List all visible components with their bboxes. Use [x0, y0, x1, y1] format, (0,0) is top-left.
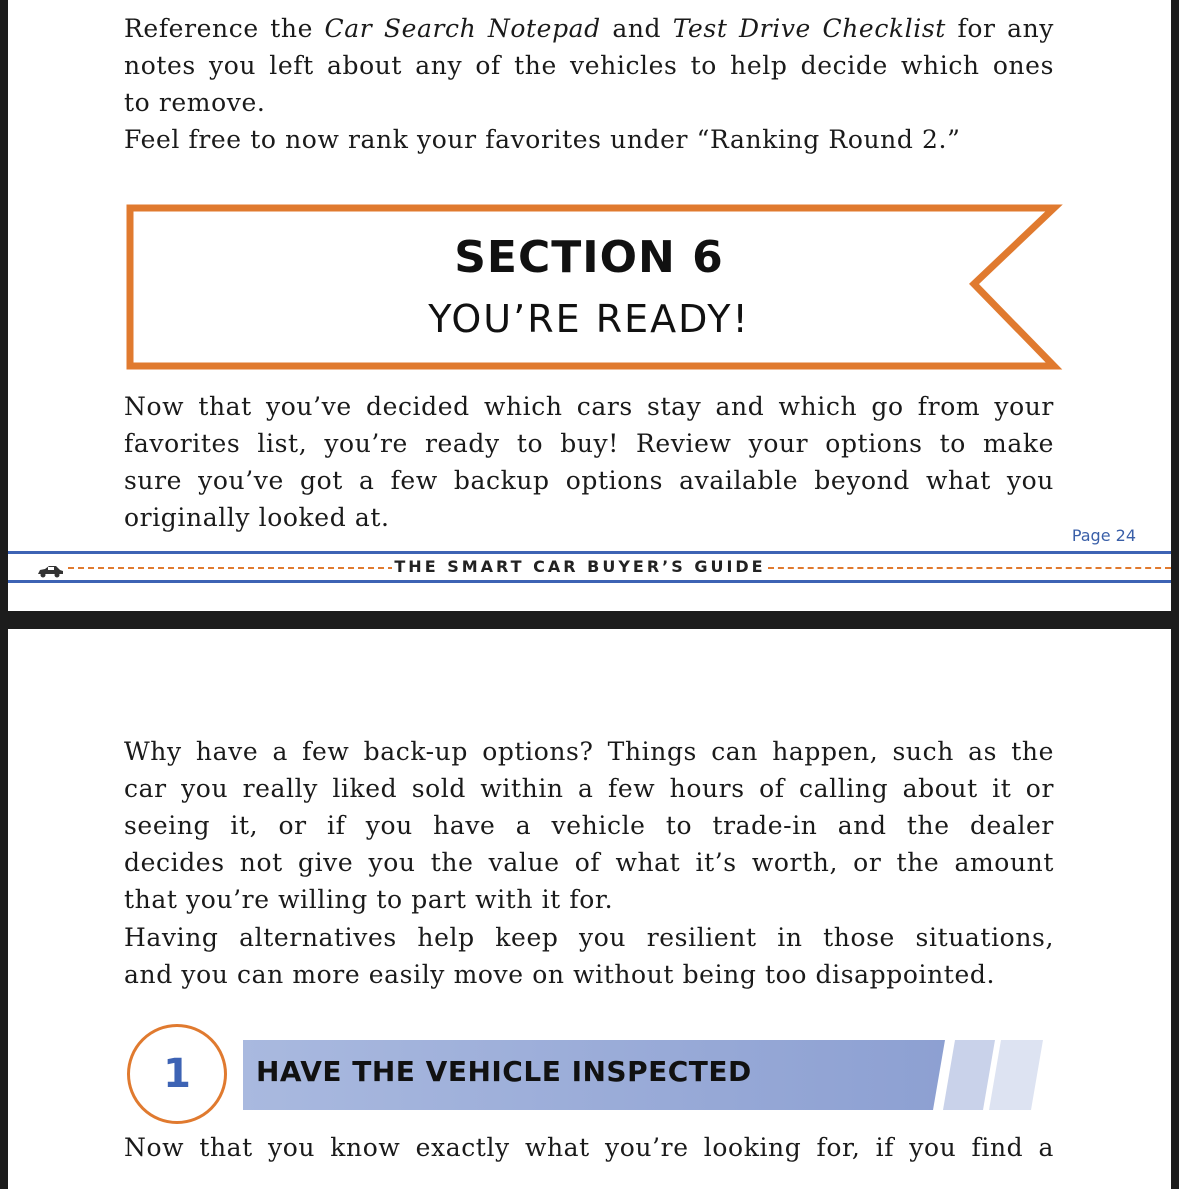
step-number: 1: [163, 1051, 191, 1097]
intro-line-3: to remove.: [124, 88, 266, 117]
ready-paragraph: [124, 388, 1054, 536]
car-search-notepad-ref: Car Search Notepad: [324, 14, 601, 43]
footer-rule-top: [8, 551, 1171, 554]
alternatives-line-1: Having alternatives help keep you resilient in those situations,: [124, 923, 1054, 952]
intro-text-a: Reference the: [124, 14, 325, 43]
section-title: SECTION 6: [454, 232, 724, 283]
footer-dash-right: [768, 567, 1171, 569]
ready-line-2: favorites list, you’re ready to buy! Review your options to make: [124, 429, 1054, 458]
intro-line-2: notes you left about any of the vehicles to help decide which ones: [124, 51, 1054, 80]
footer-dash-left: [68, 567, 394, 569]
banner-frame: [124, 200, 1064, 376]
backup-paragraph: [124, 733, 1054, 918]
intro-text-b: and: [600, 14, 673, 43]
intro-paragraph: [124, 10, 1054, 158]
ready-line-1: Now that you’ve decided which cars stay and which go from your: [124, 392, 1054, 421]
alternatives-line-2: and you can more easily move on without being too disappointed.: [124, 960, 996, 989]
section-subtitle: YOU’RE READY!: [428, 297, 750, 341]
ready-line-3: sure you’ve got a few backup options available beyond what you: [124, 466, 1054, 495]
alternatives-paragraph: [124, 919, 1054, 993]
backup-line-4: decides not give you the value of what it’s worth, or the amount: [124, 848, 1054, 877]
backup-line-3: seeing it, or if you have a vehicle to trade-in and the dealer: [124, 811, 1054, 840]
footer-rule-bottom: [8, 580, 1171, 583]
backup-line-5: that you’re willing to part with it for.: [124, 885, 614, 914]
intro-text-c: for any: [945, 14, 1055, 43]
step-number-circle: [127, 1024, 227, 1124]
step-title: HAVE THE VEHICLE INSPECTED: [256, 1055, 752, 1088]
page-number: Page 24: [1071, 526, 1136, 545]
guide-title: THE SMART CAR BUYER’S GUIDE: [392, 557, 768, 576]
section-banner: [124, 200, 1064, 376]
intro-line-4: Feel free to now rank your favorites under “Ranking Round 2.”: [124, 125, 961, 154]
step-line-1: Now that you know exactly what you’re looking for, if you find a: [124, 1133, 1054, 1162]
intro-line-1: [124, 10, 1054, 47]
bottom-page: [8, 629, 1171, 1189]
backup-line-1: Why have a few back-up options? Things can happen, such as the: [124, 737, 1054, 766]
backup-line-2: car you really liked sold within a few hours of calling about it or: [124, 774, 1054, 803]
top-page: [8, 0, 1171, 611]
ready-line-4: originally looked at.: [124, 503, 390, 532]
car-icon: [36, 566, 64, 578]
test-drive-checklist-ref: Test Drive Checklist: [672, 14, 946, 43]
step-paragraph: [124, 1129, 1054, 1166]
